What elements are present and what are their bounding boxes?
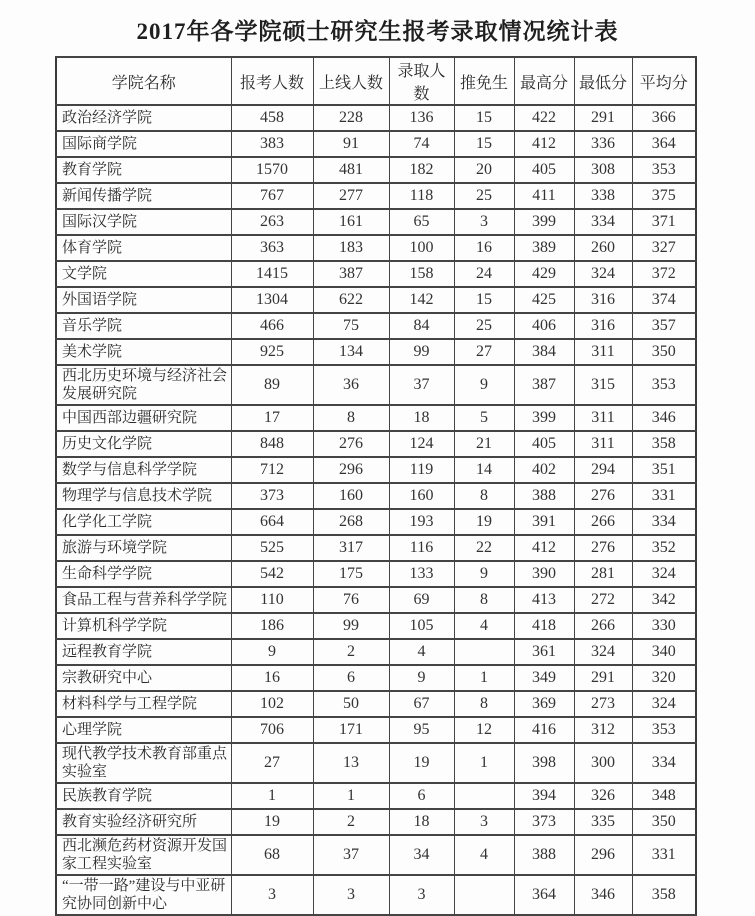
stat-cell: 353 — [632, 157, 696, 183]
stat-cell: 350 — [632, 339, 696, 365]
table-body — [56, 105, 696, 915]
stat-cell: 1 — [313, 783, 389, 809]
stat-cell: 466 — [231, 313, 313, 339]
stat-cell: 9 — [389, 665, 454, 691]
stat-cell: 373 — [231, 483, 313, 509]
stat-cell: 1 — [454, 743, 514, 783]
stat-cell: 134 — [313, 339, 389, 365]
stat-cell: 276 — [574, 483, 632, 509]
stat-cell: 89 — [231, 365, 313, 405]
college-name-cell: 体育学院 — [56, 235, 231, 261]
college-name-cell: 政治经济学院 — [56, 105, 231, 131]
stat-cell: 320 — [632, 665, 696, 691]
stat-cell: 3 — [389, 875, 454, 915]
stat-cell: 331 — [632, 483, 696, 509]
college-name-cell: 国际汉学院 — [56, 209, 231, 235]
stat-cell: 418 — [514, 613, 574, 639]
stat-cell: 369 — [514, 691, 574, 717]
stat-cell: 91 — [313, 131, 389, 157]
stat-cell: 110 — [231, 587, 313, 613]
stat-cell: 388 — [514, 835, 574, 875]
stat-cell: 18 — [389, 809, 454, 835]
stat-cell: 13 — [313, 743, 389, 783]
col-header-exempt-students: 推免生 — [454, 57, 514, 105]
stat-cell: 291 — [574, 665, 632, 691]
stat-cell: 352 — [632, 535, 696, 561]
stat-cell: 373 — [514, 809, 574, 835]
college-name-cell: 食品工程与营养科学学院 — [56, 587, 231, 613]
stat-cell: 399 — [514, 209, 574, 235]
stat-cell: 8 — [454, 691, 514, 717]
stat-cell: 334 — [632, 743, 696, 783]
stat-cell: 21 — [454, 431, 514, 457]
table-row — [56, 509, 696, 535]
table-row — [56, 431, 696, 457]
stat-cell: 324 — [574, 639, 632, 665]
stat-cell: 358 — [632, 875, 696, 915]
stat-cell: 375 — [632, 183, 696, 209]
stat-cell: 27 — [231, 743, 313, 783]
stat-cell: 17 — [231, 405, 313, 431]
stat-cell: 294 — [574, 457, 632, 483]
stat-cell: 346 — [632, 405, 696, 431]
stat-cell: 366 — [632, 105, 696, 131]
stat-cell: 183 — [313, 235, 389, 261]
college-name-cell: 数学与信息科学学院 — [56, 457, 231, 483]
stat-cell: 411 — [514, 183, 574, 209]
college-name-cell: 心理学院 — [56, 717, 231, 743]
stat-cell: 2 — [313, 809, 389, 835]
college-name-cell: 宗教研究中心 — [56, 665, 231, 691]
stat-cell: 848 — [231, 431, 313, 457]
stat-cell: 99 — [313, 613, 389, 639]
table-row — [56, 457, 696, 483]
stat-cell: 311 — [574, 405, 632, 431]
stat-cell: 525 — [231, 535, 313, 561]
stat-cell: 160 — [389, 483, 454, 509]
table-row — [56, 287, 696, 313]
stat-cell: 69 — [389, 587, 454, 613]
table-row — [56, 183, 696, 209]
stat-cell: 331 — [632, 835, 696, 875]
stat-cell: 317 — [313, 535, 389, 561]
stat-cell: 4 — [389, 639, 454, 665]
stat-cell: 1415 — [231, 261, 313, 287]
stat-cell: 6 — [389, 783, 454, 809]
stat-cell: 15 — [454, 105, 514, 131]
stat-cell: 4 — [454, 613, 514, 639]
stat-cell: 276 — [574, 535, 632, 561]
stat-cell: 353 — [632, 717, 696, 743]
stat-cell: 300 — [574, 743, 632, 783]
college-name-cell: 旅游与环境学院 — [56, 535, 231, 561]
stat-cell: 481 — [313, 157, 389, 183]
stat-cell: 3 — [231, 875, 313, 915]
stat-cell: 266 — [574, 509, 632, 535]
stat-cell: 387 — [313, 261, 389, 287]
stat-cell: 1570 — [231, 157, 313, 183]
stat-cell: 124 — [389, 431, 454, 457]
stat-cell: 324 — [632, 691, 696, 717]
stat-cell: 25 — [454, 313, 514, 339]
stat-cell: 429 — [514, 261, 574, 287]
stat-cell: 9 — [454, 561, 514, 587]
table-row — [56, 261, 696, 287]
stat-cell: 193 — [389, 509, 454, 535]
stat-cell: 316 — [574, 313, 632, 339]
stat-cell: 276 — [313, 431, 389, 457]
col-header-above-line: 上线人数 — [313, 57, 389, 105]
stat-cell: 348 — [632, 783, 696, 809]
stat-cell: 37 — [313, 835, 389, 875]
stat-cell: 338 — [574, 183, 632, 209]
stat-cell: 186 — [231, 613, 313, 639]
college-name-cell: 音乐学院 — [56, 313, 231, 339]
stat-cell: 19 — [231, 809, 313, 835]
stat-cell: 334 — [574, 209, 632, 235]
stat-cell: 330 — [632, 613, 696, 639]
college-name-cell: 远程教育学院 — [56, 639, 231, 665]
stat-cell: 712 — [231, 457, 313, 483]
stat-cell: 458 — [231, 105, 313, 131]
stat-cell: 8 — [313, 405, 389, 431]
stat-cell: 263 — [231, 209, 313, 235]
stat-cell: 161 — [313, 209, 389, 235]
table-row — [56, 875, 696, 915]
stat-cell: 8 — [454, 587, 514, 613]
stat-cell: 277 — [313, 183, 389, 209]
admissions-table — [55, 56, 697, 916]
college-name-cell: 化学化工学院 — [56, 509, 231, 535]
stat-cell: 308 — [574, 157, 632, 183]
college-name-cell: 美术学院 — [56, 339, 231, 365]
stat-cell: 1 — [454, 665, 514, 691]
stat-cell: 327 — [632, 235, 696, 261]
col-header-college-name: 学院名称 — [56, 57, 231, 105]
college-name-cell: “一带一路”建设与中亚研究协同创新中心 — [56, 875, 231, 915]
table-row — [56, 665, 696, 691]
college-name-cell: 新闻传播学院 — [56, 183, 231, 209]
stat-cell: 14 — [454, 457, 514, 483]
stat-cell: 371 — [632, 209, 696, 235]
stat-cell: 142 — [389, 287, 454, 313]
stat-cell: 384 — [514, 339, 574, 365]
college-name-cell: 文学院 — [56, 261, 231, 287]
stat-cell: 105 — [389, 613, 454, 639]
stat-cell: 405 — [514, 157, 574, 183]
stat-cell: 1 — [231, 783, 313, 809]
stat-cell: 18 — [389, 405, 454, 431]
table-row — [56, 587, 696, 613]
table-row — [56, 157, 696, 183]
stat-cell: 25 — [454, 183, 514, 209]
stat-cell: 405 — [514, 431, 574, 457]
stat-cell: 3 — [313, 875, 389, 915]
college-name-cell: 计算机科学学院 — [56, 613, 231, 639]
stat-cell: 358 — [632, 431, 696, 457]
stat-cell: 37 — [389, 365, 454, 405]
stat-cell: 346 — [574, 875, 632, 915]
header-row — [56, 57, 696, 105]
table-row — [56, 339, 696, 365]
college-name-cell: 西北濒危药材资源开发国家工程实验室 — [56, 835, 231, 875]
stat-cell: 361 — [514, 639, 574, 665]
stat-cell: 364 — [514, 875, 574, 915]
stat-cell: 15 — [454, 287, 514, 313]
stat-cell: 291 — [574, 105, 632, 131]
page — [0, 13, 755, 916]
stat-cell: 664 — [231, 509, 313, 535]
stat-cell: 402 — [514, 457, 574, 483]
table-row — [56, 209, 696, 235]
stat-cell: 706 — [231, 717, 313, 743]
table-row — [56, 105, 696, 131]
stat-cell: 22 — [454, 535, 514, 561]
stat-cell: 394 — [514, 783, 574, 809]
stat-cell: 84 — [389, 313, 454, 339]
stat-cell: 3 — [454, 209, 514, 235]
stat-cell: 372 — [632, 261, 696, 287]
stat-cell: 767 — [231, 183, 313, 209]
stat-cell: 116 — [389, 535, 454, 561]
stat-cell: 281 — [574, 561, 632, 587]
table-row — [56, 717, 696, 743]
stat-cell: 27 — [454, 339, 514, 365]
stat-cell: 36 — [313, 365, 389, 405]
stat-cell: 5 — [454, 405, 514, 431]
college-name-cell: 物理学与信息技术学院 — [56, 483, 231, 509]
stat-cell: 383 — [231, 131, 313, 157]
stat-cell: 1304 — [231, 287, 313, 313]
stat-cell: 102 — [231, 691, 313, 717]
stat-cell: 20 — [454, 157, 514, 183]
table-row — [56, 405, 696, 431]
stat-cell: 268 — [313, 509, 389, 535]
stat-cell: 9 — [231, 639, 313, 665]
stat-cell: 326 — [574, 783, 632, 809]
stat-cell: 9 — [454, 365, 514, 405]
stat-cell: 336 — [574, 131, 632, 157]
stat-cell: 95 — [389, 717, 454, 743]
college-name-cell: 现代教学技术教育部重点实验室 — [56, 743, 231, 783]
table-row — [56, 535, 696, 561]
stat-cell: 622 — [313, 287, 389, 313]
stat-cell: 364 — [632, 131, 696, 157]
stat-cell: 351 — [632, 457, 696, 483]
stat-cell: 925 — [231, 339, 313, 365]
stat-cell: 74 — [389, 131, 454, 157]
stat-cell: 413 — [514, 587, 574, 613]
college-name-cell: 西北历史环境与经济社会发展研究院 — [56, 365, 231, 405]
stat-cell: 340 — [632, 639, 696, 665]
stat-cell: 76 — [313, 587, 389, 613]
col-header-highest-score: 最高分 — [514, 57, 574, 105]
stat-cell: 324 — [632, 561, 696, 587]
table-row — [56, 613, 696, 639]
table-row — [56, 483, 696, 509]
page-title: 2017年各学院硕士研究生报考录取情况统计表 — [136, 19, 619, 44]
college-name-cell: 材料科学与工程学院 — [56, 691, 231, 717]
stat-cell: 136 — [389, 105, 454, 131]
stat-cell: 158 — [389, 261, 454, 287]
table-row — [56, 743, 696, 783]
stat-cell: 67 — [389, 691, 454, 717]
table-row — [56, 639, 696, 665]
stat-cell: 6 — [313, 665, 389, 691]
table-row — [56, 561, 696, 587]
stat-cell: 182 — [389, 157, 454, 183]
stat-cell: 312 — [574, 717, 632, 743]
stat-cell: 19 — [454, 509, 514, 535]
stat-cell — [454, 639, 514, 665]
stat-cell: 99 — [389, 339, 454, 365]
stat-cell: 171 — [313, 717, 389, 743]
table-row — [56, 235, 696, 261]
college-name-cell: 中国西部边疆研究院 — [56, 405, 231, 431]
college-name-cell: 教育实验经济研究所 — [56, 809, 231, 835]
stat-cell: 75 — [313, 313, 389, 339]
stat-cell: 422 — [514, 105, 574, 131]
table-row — [56, 365, 696, 405]
stat-cell: 296 — [313, 457, 389, 483]
stat-cell: 15 — [454, 131, 514, 157]
stat-cell: 388 — [514, 483, 574, 509]
stat-cell: 412 — [514, 131, 574, 157]
stat-cell: 334 — [632, 509, 696, 535]
table-row — [56, 783, 696, 809]
stat-cell: 65 — [389, 209, 454, 235]
table-row — [56, 131, 696, 157]
table-row — [56, 835, 696, 875]
college-name-cell: 教育学院 — [56, 157, 231, 183]
stat-cell: 389 — [514, 235, 574, 261]
stat-cell: 350 — [632, 809, 696, 835]
stat-cell: 12 — [454, 717, 514, 743]
stat-cell — [454, 783, 514, 809]
college-name-cell: 国际商学院 — [56, 131, 231, 157]
stat-cell: 311 — [574, 339, 632, 365]
stat-cell: 119 — [389, 457, 454, 483]
table-row — [56, 313, 696, 339]
stat-cell: 416 — [514, 717, 574, 743]
stat-cell: 349 — [514, 665, 574, 691]
stat-cell: 387 — [514, 365, 574, 405]
stat-cell: 353 — [632, 365, 696, 405]
college-name-cell: 外国语学院 — [56, 287, 231, 313]
stat-cell: 24 — [454, 261, 514, 287]
stat-cell: 19 — [389, 743, 454, 783]
stat-cell: 311 — [574, 431, 632, 457]
stat-cell — [454, 875, 514, 915]
stat-cell: 260 — [574, 235, 632, 261]
stat-cell: 406 — [514, 313, 574, 339]
stat-cell: 100 — [389, 235, 454, 261]
stat-cell: 133 — [389, 561, 454, 587]
stat-cell: 272 — [574, 587, 632, 613]
stat-cell: 542 — [231, 561, 313, 587]
stat-cell: 357 — [632, 313, 696, 339]
col-header-average-score: 平均分 — [632, 57, 696, 105]
stat-cell: 324 — [574, 261, 632, 287]
stat-cell: 398 — [514, 743, 574, 783]
college-name-cell: 历史文化学院 — [56, 431, 231, 457]
stat-cell: 316 — [574, 287, 632, 313]
stat-cell: 315 — [574, 365, 632, 405]
stat-cell: 412 — [514, 535, 574, 561]
stat-cell: 296 — [574, 835, 632, 875]
stat-cell: 273 — [574, 691, 632, 717]
col-header-applicants: 报考人数 — [231, 57, 313, 105]
stat-cell: 34 — [389, 835, 454, 875]
table-row — [56, 691, 696, 717]
stat-cell: 118 — [389, 183, 454, 209]
stat-cell: 16 — [231, 665, 313, 691]
col-header-admitted: 录取人数 — [389, 57, 454, 105]
stat-cell: 335 — [574, 809, 632, 835]
stat-cell: 228 — [313, 105, 389, 131]
col-header-lowest-score: 最低分 — [574, 57, 632, 105]
stat-cell: 160 — [313, 483, 389, 509]
stat-cell: 363 — [231, 235, 313, 261]
stat-cell: 175 — [313, 561, 389, 587]
stat-cell: 4 — [454, 835, 514, 875]
stat-cell: 2 — [313, 639, 389, 665]
stat-cell: 3 — [454, 809, 514, 835]
stat-cell: 342 — [632, 587, 696, 613]
stat-cell: 50 — [313, 691, 389, 717]
stat-cell: 390 — [514, 561, 574, 587]
stat-cell: 16 — [454, 235, 514, 261]
stat-cell: 391 — [514, 509, 574, 535]
college-name-cell: 民族教育学院 — [56, 783, 231, 809]
stat-cell: 8 — [454, 483, 514, 509]
stat-cell: 374 — [632, 287, 696, 313]
table-row — [56, 809, 696, 835]
stat-cell: 68 — [231, 835, 313, 875]
stat-cell: 425 — [514, 287, 574, 313]
stat-cell: 399 — [514, 405, 574, 431]
stat-cell: 266 — [574, 613, 632, 639]
college-name-cell: 生命科学学院 — [56, 561, 231, 587]
